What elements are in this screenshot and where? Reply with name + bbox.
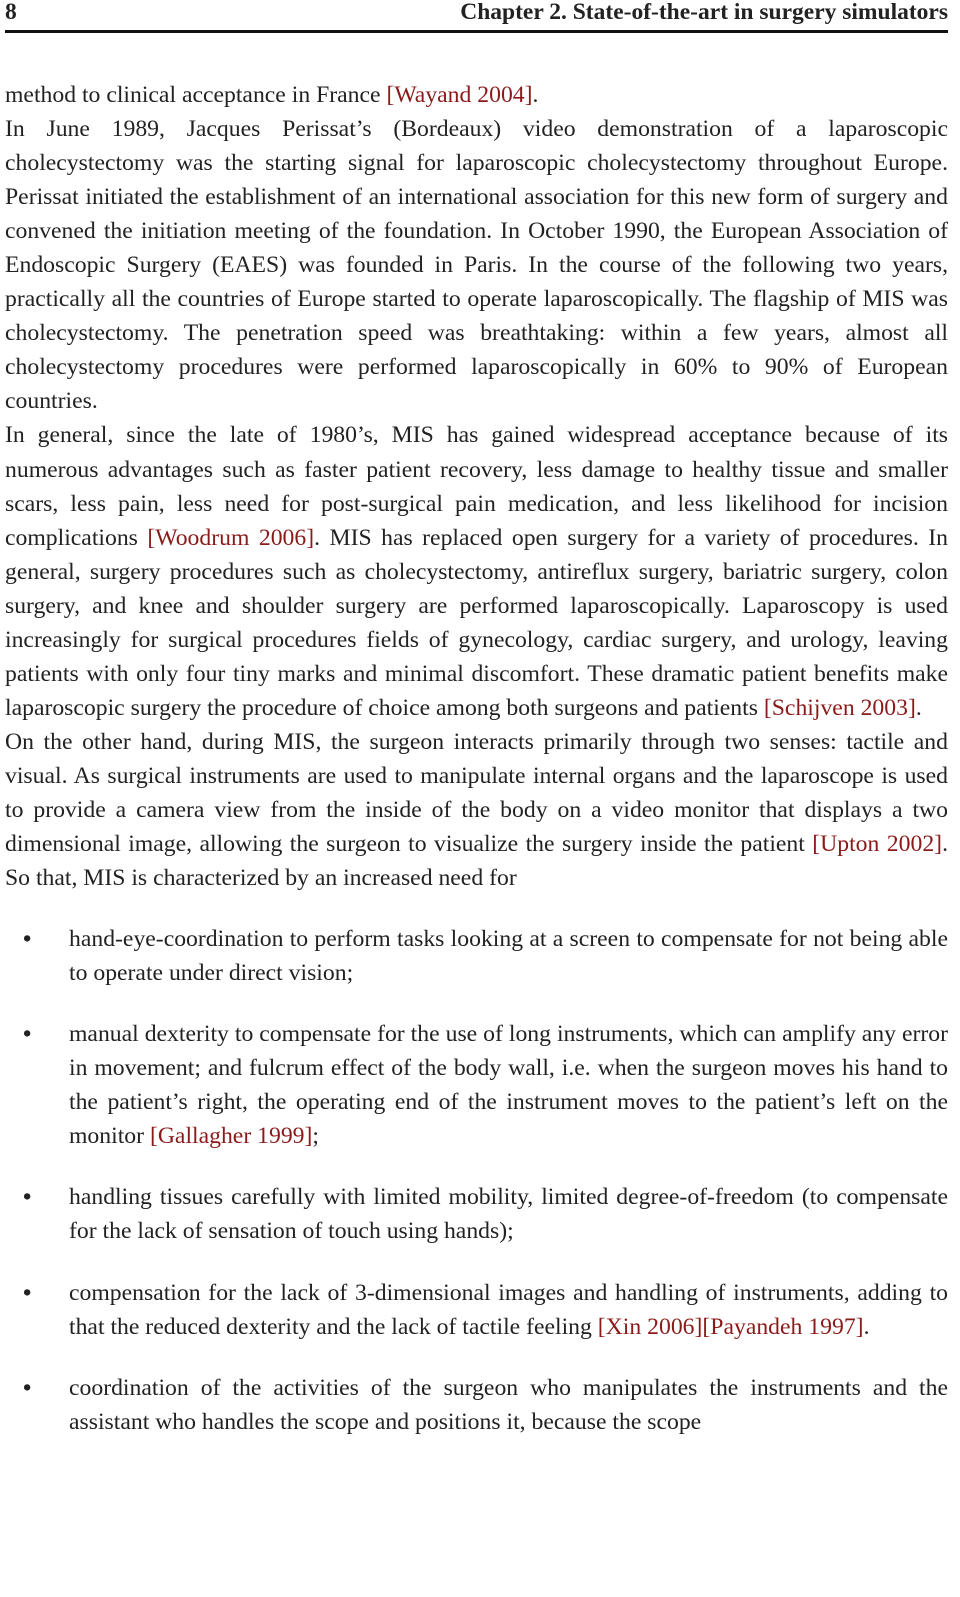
text-run: handling tissues carefully with limited mobility, limited degree-of-freedom (to compensate for the lack of sensation of touch using hands);: [69, 1184, 948, 1245]
citation-link[interactable]: [Gallagher 1999]: [149, 1123, 313, 1150]
text-run: In general, since the late of 1980’s, MIS has gained widespread acceptance because of its numerous advantages such as faster patient recovery, less damage to healthy tissue and smaller scars, less pain, less need for post-surgical pain medication, and less likelihood for incision complications: [5, 422, 948, 551]
text-run: .: [915, 694, 922, 721]
paragraph: [5, 112, 948, 418]
text-run: In June 1989, Jacques Perissat’s (Bordeaux) video demonstration of a laparoscopic cholecystectomy was the starting signal for laparoscopic cholecystectomy throughout Europe. Perissat initiated the establishment of an international association for this new form of surgery and convened the initiation meeting of the foundation. In October 1990, the European Association of Endoscopic Surgery (EAES) was founded in Paris. In the course of the following two years, practically all the countries of Europe started to operate laparoscopically. The flagship of MIS was cholecystectomy. The penetration speed was breathtaking: within a few years, almost all cholecystectomy procedures were performed laparoscopically in 60% to 90% of European countries.: [5, 116, 948, 415]
text-run: manual dexterity to compensate for the use of long instruments, which can amplify any error in movement; and fulcrum effect of the body wall, i.e. when the surgeon moves his hand to the patient’s right, the operating end of the instrument moves to the patient’s left on the monitor: [69, 1021, 948, 1150]
citation-link[interactable]: [Upton 2002]: [812, 831, 943, 858]
text-run: . So that, MIS is characterized by an increased need for: [5, 831, 948, 892]
citation-link[interactable]: [Woodrum 2006]: [147, 524, 315, 551]
paragraph: [5, 418, 948, 724]
citation-link[interactable]: [Schijven 2003]: [763, 694, 916, 721]
bullet-icon: •: [23, 1021, 32, 1048]
citation-link[interactable]: [Wayand 2004]: [386, 82, 533, 108]
paragraph: [5, 725, 948, 895]
paragraphs: [5, 78, 948, 895]
bullet-item: [5, 1371, 948, 1439]
bullet-icon: •: [23, 926, 32, 953]
text-run: compensation for the lack of 3-dimensional images and handling of instruments, adding to that the reduced dexterity and the lack of tactile feeling: [69, 1279, 948, 1340]
citation-link[interactable]: [Xin 2006]: [597, 1313, 703, 1340]
text-run: coordination of the activities of the surgeon who manipulates the instruments and the assistant who handles the scope and positions it, because the scope: [69, 1374, 948, 1435]
text-run: .: [532, 82, 539, 108]
paragraph: [5, 78, 948, 112]
text-run: . MIS has replaced open surgery for a variety of procedures. In general, surgery procedures such as cholecystectomy, antireflux surgery, bariatric surgery, colon surgery, and knee and shoulder surgery are performed laparoscopically. Laparoscopy is used increasingly for surgical procedures fields of gynecology, cardiac surgery, and urology, leaving patients with only four tiny marks and minimal discomfort. These dramatic patient benefits make laparoscopic surgery the procedure of choice among both surgeons and patients: [5, 524, 948, 721]
text-run: method to clinical acceptance in France: [5, 82, 387, 108]
bullet-icon: •: [23, 1279, 32, 1306]
bullet-icon: •: [23, 1374, 32, 1401]
body-text: [5, 78, 948, 1439]
text-run: ;: [312, 1123, 319, 1150]
running-header: [5, 0, 948, 33]
bullet-item: [5, 922, 948, 990]
text-run: On the other hand, during MIS, the surgeon interacts primarily through two senses: tactile and visual. As surgical instruments are used to manipulate internal organs and the laparoscope is used to provide a camera view from the inside of the body on a video monitor that displays a two dimensional image, allowing the surgeon to visualize the surgery inside the patient: [5, 728, 948, 858]
bullet-item: [5, 1180, 948, 1248]
text-run: hand-eye-coordination to perform tasks looking at a screen to compensate for not being able to operate under direct vision;: [69, 926, 948, 987]
citation-link[interactable]: [Payandeh 1997]: [702, 1313, 864, 1340]
bullet-list: [5, 922, 948, 1439]
bullet-icon: •: [23, 1184, 32, 1211]
page-number: 8: [5, 0, 17, 25]
text-run: .: [863, 1313, 870, 1340]
bullet-item: [5, 1276, 948, 1344]
bullet-item: [5, 1017, 948, 1153]
chapter-title: Chapter 2. State-of-the-art in surgery simulators: [460, 0, 948, 25]
